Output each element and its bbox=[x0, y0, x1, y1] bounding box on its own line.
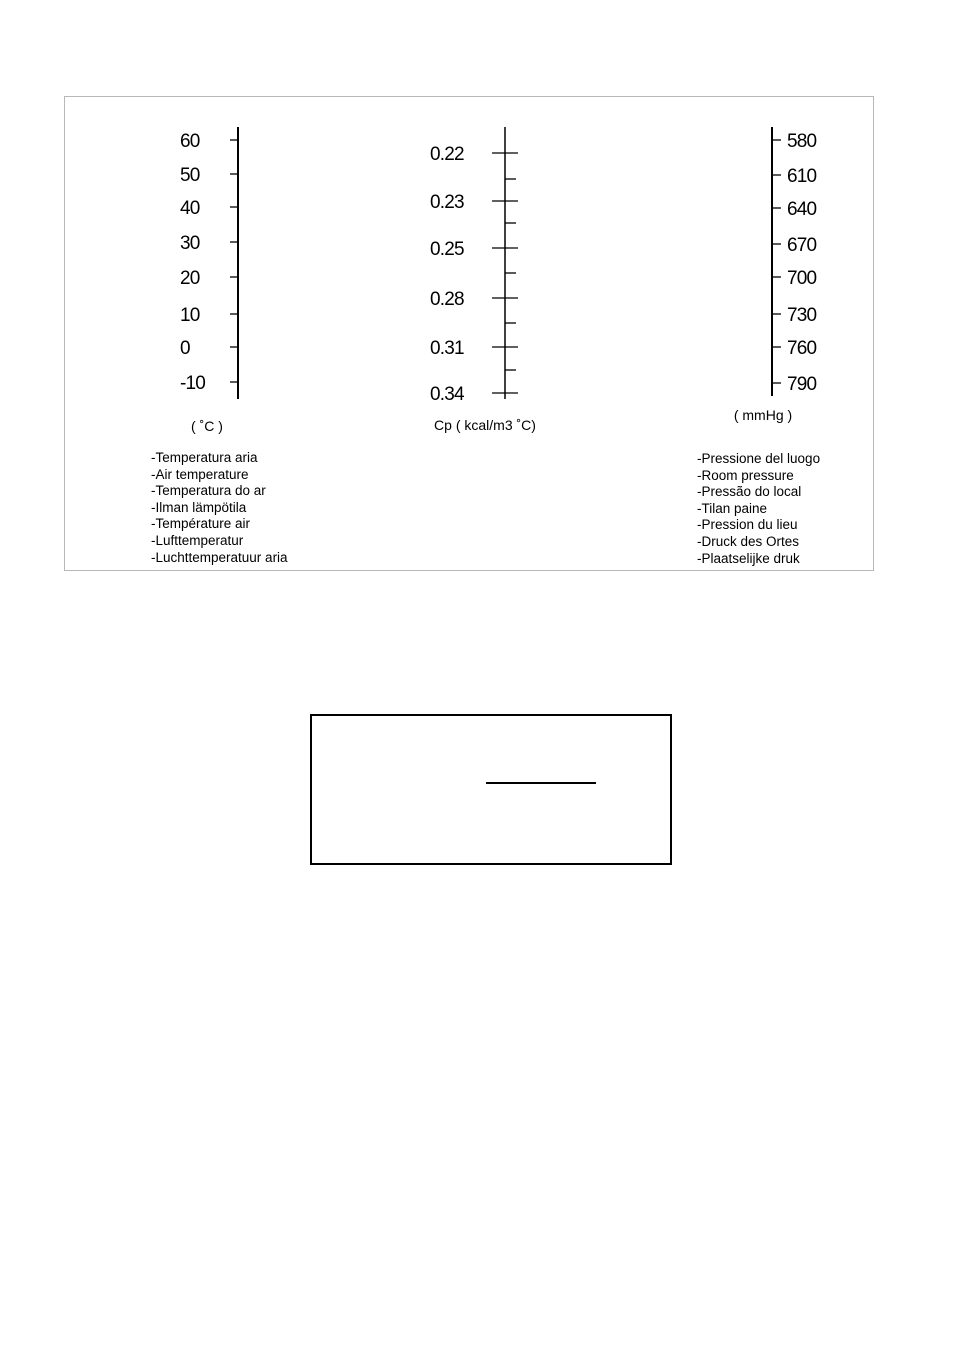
pressure-tick-label: 640 bbox=[787, 199, 817, 220]
legend-item: -Pressão do local bbox=[697, 484, 802, 500]
pressure-tick-label: 580 bbox=[787, 131, 817, 152]
pressure-tick-label: 730 bbox=[787, 305, 817, 326]
temperature-tick-label: -10 bbox=[180, 373, 206, 394]
cp-unit-label: Cp ( kcal/m3 ˚C) bbox=[434, 417, 536, 433]
nomogram-panel bbox=[64, 96, 874, 571]
pressure-tick-label: 670 bbox=[787, 235, 817, 256]
legend-item: -Druck des Ortes bbox=[697, 533, 800, 549]
cp-tick-label: 0.34 bbox=[430, 384, 464, 405]
temperature-tick-label: 0 bbox=[180, 338, 190, 359]
formula-box bbox=[310, 714, 672, 865]
pressure-tick-label: 700 bbox=[787, 268, 817, 289]
legend-item: -Temperatura aria bbox=[151, 450, 258, 465]
temperature-tick-label: 60 bbox=[180, 131, 200, 152]
pressure-legend bbox=[697, 451, 820, 567]
temperature-tick-label: 10 bbox=[180, 305, 200, 326]
legend-item: -Room pressure bbox=[697, 467, 794, 483]
cp-tick-label: 0.31 bbox=[430, 338, 464, 359]
cp-tick-label: 0.28 bbox=[430, 289, 464, 310]
pressure-tick-label: 760 bbox=[787, 338, 817, 359]
temperature-tick-label: 50 bbox=[180, 165, 200, 186]
legend-item: -Air temperature bbox=[151, 466, 249, 482]
legend-item: -Température air bbox=[151, 516, 251, 532]
legend-item: -Luchttemperatuur aria bbox=[151, 549, 288, 565]
pressure-scale bbox=[772, 127, 817, 396]
cp-tick-label: 0.22 bbox=[430, 144, 464, 165]
legend-item: -Lufttemperatur bbox=[151, 532, 244, 548]
fraction-line bbox=[486, 782, 596, 784]
legend-item: -Tilan paine bbox=[697, 500, 768, 516]
temperature-legend bbox=[151, 450, 288, 566]
legend-item: -Pressione del luogo bbox=[697, 451, 821, 466]
temperature-tick-label: 40 bbox=[180, 198, 200, 219]
cp-tick-label: 0.23 bbox=[430, 192, 464, 213]
pressure-tick-label: 610 bbox=[787, 166, 817, 187]
cp-tick-label: 0.25 bbox=[430, 239, 464, 260]
temperature-tick-label: 20 bbox=[180, 268, 200, 289]
legend-item: -Plaatselijke druk bbox=[697, 550, 800, 566]
legend-item: -Ilman lämpötila bbox=[151, 499, 247, 515]
legend-item: -Temperatura do ar bbox=[151, 483, 266, 499]
temperature-scale bbox=[180, 127, 238, 399]
temperature-unit-label: ( ˚C ) bbox=[191, 418, 223, 434]
legend-item: -Pression du lieu bbox=[697, 517, 798, 533]
cp-scale bbox=[430, 127, 518, 405]
pressure-tick-label: 790 bbox=[787, 374, 817, 395]
pressure-unit-label: ( mmHg ) bbox=[733, 407, 793, 423]
temperature-tick-label: 30 bbox=[180, 233, 200, 254]
